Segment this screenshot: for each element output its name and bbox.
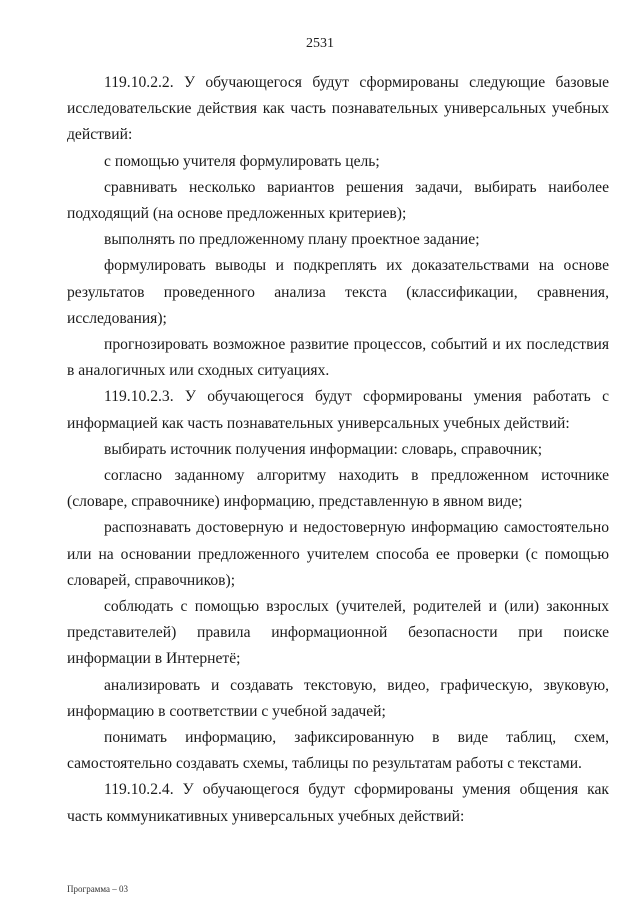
paragraph: 119.10.2.4. У обучающегося будут сформированы умения общения как часть коммуникативных универсальных учебных действий: xyxy=(67,781,609,825)
page-number: 2531 xyxy=(306,36,334,51)
document-body xyxy=(67,70,609,830)
paragraph: анализировать и создавать текстовую, видео, графическую, звуковую, информацию в соответствии с учебной задачей; xyxy=(67,676,609,720)
paragraph: 119.10.2.3. У обучающегося будут сформированы умения работать с информацией как часть познавательных универсальных учебных действий: xyxy=(67,388,609,432)
paragraph: выполнять по предложенному плану проектное задание; xyxy=(104,231,480,249)
paragraph: 119.10.2.2. У обучающегося будут сформированы следующие базовые исследовательские действия как часть познавательных универсальных учебных действий: xyxy=(67,74,609,144)
paragraph: формулировать выводы и подкреплять их доказательствами на основе результатов проведенного анализа текста (классификации, сравнения, исследования); xyxy=(67,257,609,327)
paragraph: с помощью учителя формулировать цель; xyxy=(104,152,380,170)
paragraph: сравнивать несколько вариантов решения задачи, выбирать наиболее подходящий (на основе предложенных критериев); xyxy=(67,178,609,223)
footer-label: Программа – 03 xyxy=(67,884,129,894)
paragraph: прогнозировать возможное развитие процессов, событий и их последствия в аналогичных или сходных ситуациях. xyxy=(67,336,609,380)
paragraph: понимать информацию, зафиксированную в виде таблиц, схем, самостоятельно создавать схемы, таблицы по результатам работы с текстами. xyxy=(67,729,609,773)
paragraph: распознавать достоверную и недостоверную информацию самостоятельно или на основании предложенного учителем способа ее проверки (с помощью словарей, справочников); xyxy=(67,519,609,589)
paragraph: согласно заданному алгоритму находить в предложенном источнике (словаре, справочнике) информацию, представленную в явном виде; xyxy=(67,467,609,511)
paragraph: выбирать источник получения информации: словарь, справочник; xyxy=(104,440,543,458)
paragraph: соблюдать с помощью взрослых (учителей, родителей и (или) законных представителей) правила информационной безопасности при поиске информации в Интернетё; xyxy=(67,598,609,668)
